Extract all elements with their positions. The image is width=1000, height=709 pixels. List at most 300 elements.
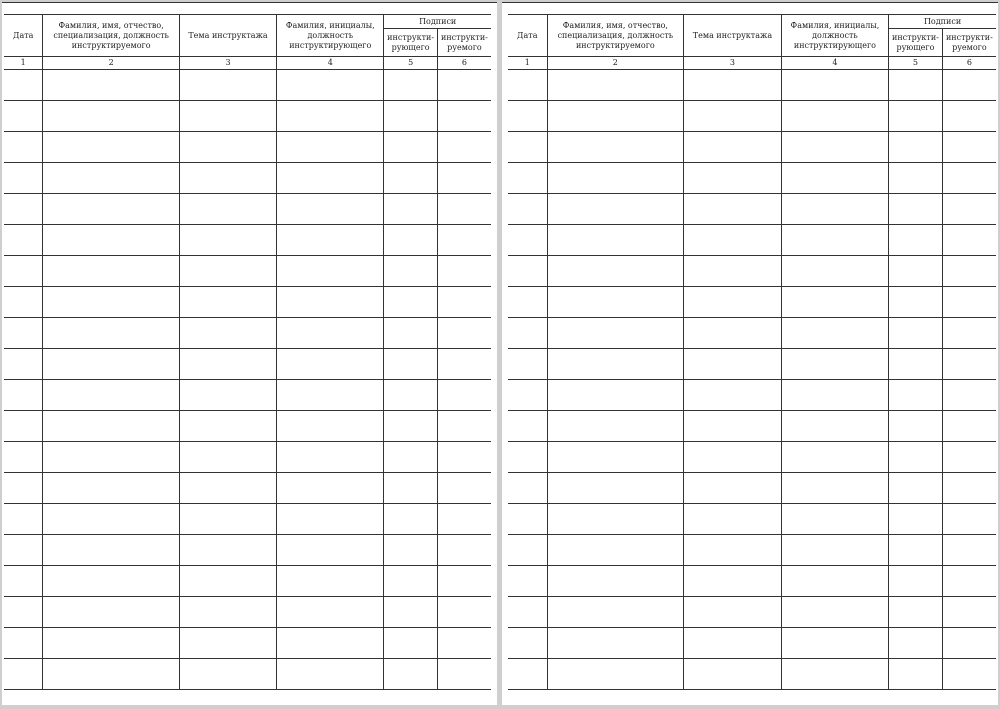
table-row xyxy=(508,628,996,659)
table-row xyxy=(4,318,491,349)
table-cell[interactable] xyxy=(277,411,384,442)
table-cell[interactable] xyxy=(277,101,384,132)
table-cell[interactable] xyxy=(43,566,179,597)
table-cell[interactable] xyxy=(43,628,179,659)
table-cell[interactable] xyxy=(684,70,782,101)
table-cell[interactable] xyxy=(4,473,43,504)
table-cell[interactable] xyxy=(4,411,43,442)
table-cell[interactable] xyxy=(277,287,384,318)
table-cell[interactable] xyxy=(384,535,438,566)
table-cell[interactable] xyxy=(781,535,888,566)
column-number: 4 xyxy=(277,57,384,70)
table-row xyxy=(4,597,491,628)
table-row xyxy=(508,349,996,380)
table-cell[interactable] xyxy=(889,659,943,690)
table-cell[interactable] xyxy=(684,132,782,163)
table-cell[interactable] xyxy=(277,535,384,566)
table-cell[interactable] xyxy=(889,101,943,132)
table-cell[interactable] xyxy=(889,70,943,101)
table-cell[interactable] xyxy=(384,628,438,659)
table-row xyxy=(508,256,996,287)
table-cell[interactable] xyxy=(508,473,547,504)
table-cell[interactable] xyxy=(547,473,684,504)
table-row xyxy=(508,132,996,163)
table-cell[interactable] xyxy=(942,101,996,132)
column-number: 3 xyxy=(684,57,782,70)
table-cell[interactable] xyxy=(384,256,438,287)
header-signature-instructor: инструкти-рующего xyxy=(889,29,943,57)
table-cell[interactable] xyxy=(277,70,384,101)
table-cell[interactable] xyxy=(4,597,43,628)
table-cell[interactable] xyxy=(179,287,276,318)
table-cell[interactable] xyxy=(781,287,888,318)
column-number: 5 xyxy=(889,57,943,70)
table-cell[interactable] xyxy=(684,101,782,132)
table-cell[interactable] xyxy=(277,256,384,287)
table-cell[interactable] xyxy=(942,473,996,504)
table-cell[interactable] xyxy=(4,380,43,411)
table-cell[interactable] xyxy=(942,225,996,256)
table-cell[interactable] xyxy=(889,287,943,318)
table-cell[interactable] xyxy=(684,473,782,504)
table-cell[interactable] xyxy=(547,132,684,163)
table-cell[interactable] xyxy=(179,504,276,535)
table-cell[interactable] xyxy=(684,163,782,194)
table-cell[interactable] xyxy=(781,163,888,194)
table-cell[interactable] xyxy=(781,380,888,411)
table-cell[interactable] xyxy=(4,163,43,194)
header-topic: Тема инструктажа xyxy=(179,15,276,57)
right-page xyxy=(502,2,998,705)
table-cell[interactable] xyxy=(384,194,438,225)
table-cell[interactable] xyxy=(889,380,943,411)
table-row xyxy=(508,473,996,504)
table-cell[interactable] xyxy=(277,628,384,659)
table-cell[interactable] xyxy=(437,659,491,690)
table-cell[interactable] xyxy=(4,132,43,163)
table-cell[interactable] xyxy=(43,380,179,411)
table-cell[interactable] xyxy=(684,380,782,411)
table-cell[interactable] xyxy=(781,442,888,473)
table-cell[interactable] xyxy=(684,287,782,318)
table-cell[interactable] xyxy=(43,318,179,349)
table-row xyxy=(4,411,491,442)
table-cell[interactable] xyxy=(43,411,179,442)
table-cell[interactable] xyxy=(43,225,179,256)
table-row xyxy=(4,380,491,411)
table-cell[interactable] xyxy=(437,287,491,318)
table-cell[interactable] xyxy=(508,318,547,349)
table-cell[interactable] xyxy=(4,349,43,380)
table-cell[interactable] xyxy=(942,318,996,349)
table-cell[interactable] xyxy=(43,442,179,473)
table-cell[interactable] xyxy=(384,473,438,504)
table-cell[interactable] xyxy=(437,442,491,473)
table-cell[interactable] xyxy=(384,287,438,318)
table-cell[interactable] xyxy=(684,256,782,287)
table-row xyxy=(508,70,996,101)
table-cell[interactable] xyxy=(547,225,684,256)
table-cell[interactable] xyxy=(508,504,547,535)
table-cell[interactable] xyxy=(942,349,996,380)
table-cell[interactable] xyxy=(277,597,384,628)
table-cell[interactable] xyxy=(547,628,684,659)
table-cell[interactable] xyxy=(43,194,179,225)
table-cell[interactable] xyxy=(277,380,384,411)
table-cell[interactable] xyxy=(179,597,276,628)
table-cell[interactable] xyxy=(437,504,491,535)
table-cell[interactable] xyxy=(508,225,547,256)
table-cell[interactable] xyxy=(437,411,491,442)
table-row xyxy=(4,194,491,225)
table-cell[interactable] xyxy=(508,442,547,473)
table-cell[interactable] xyxy=(547,597,684,628)
table-row xyxy=(508,659,996,690)
header-topic: Тема инструктажа xyxy=(684,15,782,57)
table-cell[interactable] xyxy=(547,442,684,473)
table-cell[interactable] xyxy=(43,597,179,628)
table-cell[interactable] xyxy=(179,566,276,597)
table-cell[interactable] xyxy=(508,101,547,132)
table-cell[interactable] xyxy=(4,504,43,535)
table-cell[interactable] xyxy=(508,163,547,194)
table-cell[interactable] xyxy=(889,566,943,597)
table-cell[interactable] xyxy=(179,473,276,504)
table-cell[interactable] xyxy=(942,566,996,597)
table-cell[interactable] xyxy=(277,349,384,380)
table-cell[interactable] xyxy=(684,318,782,349)
table-cell[interactable] xyxy=(384,380,438,411)
table-cell[interactable] xyxy=(384,566,438,597)
table-cell[interactable] xyxy=(781,504,888,535)
table-cell[interactable] xyxy=(889,318,943,349)
table-cell[interactable] xyxy=(43,504,179,535)
table-cell[interactable] xyxy=(889,225,943,256)
table-row xyxy=(508,566,996,597)
table-cell[interactable] xyxy=(179,349,276,380)
table-cell[interactable] xyxy=(508,628,547,659)
header-trainee: Фамилия, имя, отчество, специализация, должность инструктируемого xyxy=(43,15,179,57)
table-cell[interactable] xyxy=(4,628,43,659)
table-cell[interactable] xyxy=(889,349,943,380)
table-cell[interactable] xyxy=(4,566,43,597)
table-cell[interactable] xyxy=(4,442,43,473)
table-cell[interactable] xyxy=(4,225,43,256)
table-cell[interactable] xyxy=(179,380,276,411)
table-cell[interactable] xyxy=(781,194,888,225)
table-cell[interactable] xyxy=(277,163,384,194)
table-cell[interactable] xyxy=(547,101,684,132)
table-cell[interactable] xyxy=(889,442,943,473)
table-cell[interactable] xyxy=(4,256,43,287)
table-cell[interactable] xyxy=(384,411,438,442)
table-cell[interactable] xyxy=(437,101,491,132)
table-row xyxy=(4,70,491,101)
table-row xyxy=(508,411,996,442)
table-row xyxy=(4,566,491,597)
table-cell[interactable] xyxy=(508,411,547,442)
table-cell[interactable] xyxy=(889,628,943,659)
table-cell[interactable] xyxy=(384,225,438,256)
table-cell[interactable] xyxy=(942,380,996,411)
table-cell[interactable] xyxy=(43,132,179,163)
table-cell[interactable] xyxy=(942,163,996,194)
table-cell[interactable] xyxy=(437,70,491,101)
table-cell[interactable] xyxy=(942,535,996,566)
table-cell[interactable] xyxy=(781,256,888,287)
table-cell[interactable] xyxy=(684,659,782,690)
table-cell[interactable] xyxy=(684,535,782,566)
table-cell[interactable] xyxy=(547,256,684,287)
header-instructor: Фамилия, инициалы, должность инструктирующего xyxy=(781,15,888,57)
table-cell[interactable] xyxy=(384,70,438,101)
table-cell[interactable] xyxy=(277,194,384,225)
table-cell[interactable] xyxy=(781,411,888,442)
table-cell[interactable] xyxy=(4,287,43,318)
table-cell[interactable] xyxy=(179,535,276,566)
table-cell[interactable] xyxy=(889,132,943,163)
table-cell[interactable] xyxy=(4,318,43,349)
table-cell[interactable] xyxy=(179,132,276,163)
table-cell[interactable] xyxy=(547,411,684,442)
table-cell[interactable] xyxy=(547,287,684,318)
table-cell[interactable] xyxy=(781,597,888,628)
table-row xyxy=(508,597,996,628)
table-cell[interactable] xyxy=(437,535,491,566)
table-row xyxy=(4,101,491,132)
column-number: 2 xyxy=(547,57,684,70)
table-cell[interactable] xyxy=(508,566,547,597)
table-cell[interactable] xyxy=(43,101,179,132)
column-number: 4 xyxy=(781,57,888,70)
table-row xyxy=(4,504,491,535)
table-cell[interactable] xyxy=(179,411,276,442)
table-cell[interactable] xyxy=(684,411,782,442)
table-cell[interactable] xyxy=(889,163,943,194)
table-cell[interactable] xyxy=(179,659,276,690)
table-cell[interactable] xyxy=(277,318,384,349)
table-cell[interactable] xyxy=(889,256,943,287)
table-cell[interactable] xyxy=(547,566,684,597)
table-cell[interactable] xyxy=(384,349,438,380)
table-row xyxy=(508,318,996,349)
table-cell[interactable] xyxy=(384,597,438,628)
table-cell[interactable] xyxy=(942,132,996,163)
table-cell[interactable] xyxy=(437,566,491,597)
table-cell[interactable] xyxy=(384,318,438,349)
table-cell[interactable] xyxy=(684,225,782,256)
table-cell[interactable] xyxy=(277,566,384,597)
table-row xyxy=(508,101,996,132)
column-number: 2 xyxy=(43,57,179,70)
table-cell[interactable] xyxy=(547,349,684,380)
table-cell[interactable] xyxy=(942,504,996,535)
table-cell[interactable] xyxy=(277,504,384,535)
table-cell[interactable] xyxy=(437,318,491,349)
table-cell[interactable] xyxy=(179,163,276,194)
table-cell[interactable] xyxy=(781,349,888,380)
table-cell[interactable] xyxy=(684,504,782,535)
table-cell[interactable] xyxy=(508,659,547,690)
table-cell[interactable] xyxy=(277,659,384,690)
table-cell[interactable] xyxy=(684,597,782,628)
briefing-journal-table xyxy=(4,14,491,690)
table-row xyxy=(4,163,491,194)
table-cell[interactable] xyxy=(437,597,491,628)
header-signatures: Подписи xyxy=(384,15,491,29)
table-cell[interactable] xyxy=(179,318,276,349)
table-cell[interactable] xyxy=(547,318,684,349)
table-row xyxy=(508,504,996,535)
table-cell[interactable] xyxy=(781,659,888,690)
header-signature-trainee: инструкти-руемого xyxy=(942,29,996,57)
table-cell[interactable] xyxy=(508,132,547,163)
table-cell[interactable] xyxy=(179,256,276,287)
table-cell[interactable] xyxy=(384,163,438,194)
top-rule xyxy=(2,2,497,3)
table-row xyxy=(4,225,491,256)
table-cell[interactable] xyxy=(384,442,438,473)
table-cell[interactable] xyxy=(43,473,179,504)
table-cell[interactable] xyxy=(43,70,179,101)
table-row xyxy=(508,535,996,566)
table-cell[interactable] xyxy=(684,442,782,473)
table-cell[interactable] xyxy=(781,318,888,349)
table-cell[interactable] xyxy=(384,101,438,132)
table-cell[interactable] xyxy=(437,132,491,163)
table-cell[interactable] xyxy=(384,504,438,535)
table-cell[interactable] xyxy=(781,628,888,659)
table-cell[interactable] xyxy=(942,70,996,101)
table-cell[interactable] xyxy=(437,194,491,225)
table-cell[interactable] xyxy=(889,597,943,628)
table-cell[interactable] xyxy=(43,659,179,690)
table-cell[interactable] xyxy=(781,101,888,132)
table-cell[interactable] xyxy=(437,163,491,194)
table-cell[interactable] xyxy=(508,194,547,225)
column-number: 5 xyxy=(384,57,438,70)
table-cell[interactable] xyxy=(179,628,276,659)
table-cell[interactable] xyxy=(508,380,547,411)
table-cell[interactable] xyxy=(547,380,684,411)
table-row xyxy=(508,194,996,225)
table-cell[interactable] xyxy=(547,163,684,194)
table-row xyxy=(4,349,491,380)
table-cell[interactable] xyxy=(179,194,276,225)
table-cell[interactable] xyxy=(437,380,491,411)
header-signature-trainee: инструкти-руемого xyxy=(437,29,491,57)
table-cell[interactable] xyxy=(889,535,943,566)
table-cell[interactable] xyxy=(508,287,547,318)
table-cell[interactable] xyxy=(547,504,684,535)
table-cell[interactable] xyxy=(942,287,996,318)
table-cell[interactable] xyxy=(684,194,782,225)
table-cell[interactable] xyxy=(508,535,547,566)
header-instructor: Фамилия, инициалы, должность инструктирующего xyxy=(277,15,384,57)
table-cell[interactable] xyxy=(942,194,996,225)
table-row xyxy=(508,442,996,473)
table-cell[interactable] xyxy=(942,256,996,287)
table-cell[interactable] xyxy=(43,256,179,287)
table-cell[interactable] xyxy=(277,225,384,256)
table-cell[interactable] xyxy=(889,504,943,535)
table-cell[interactable] xyxy=(4,535,43,566)
table-cell[interactable] xyxy=(942,628,996,659)
table-cell[interactable] xyxy=(384,659,438,690)
table-cell[interactable] xyxy=(942,411,996,442)
table-row xyxy=(4,132,491,163)
table-cell[interactable] xyxy=(508,597,547,628)
column-number: 6 xyxy=(942,57,996,70)
column-number: 3 xyxy=(179,57,276,70)
table-cell[interactable] xyxy=(547,659,684,690)
table-cell[interactable] xyxy=(781,566,888,597)
table-cell[interactable] xyxy=(4,194,43,225)
table-cell[interactable] xyxy=(889,411,943,442)
table-cell[interactable] xyxy=(508,256,547,287)
table-cell[interactable] xyxy=(889,194,943,225)
table-cell[interactable] xyxy=(179,442,276,473)
table-cell[interactable] xyxy=(437,628,491,659)
table-cell[interactable] xyxy=(547,194,684,225)
table-cell[interactable] xyxy=(437,473,491,504)
table-cell[interactable] xyxy=(684,566,782,597)
table-cell[interactable] xyxy=(4,101,43,132)
table-row xyxy=(508,380,996,411)
table-cell[interactable] xyxy=(508,70,547,101)
header-signatures: Подписи xyxy=(889,15,996,29)
table-cell[interactable] xyxy=(684,628,782,659)
table-cell[interactable] xyxy=(942,597,996,628)
table-cell[interactable] xyxy=(4,70,43,101)
table-row xyxy=(4,535,491,566)
table-cell[interactable] xyxy=(889,473,943,504)
table-cell[interactable] xyxy=(277,473,384,504)
table-cell[interactable] xyxy=(437,225,491,256)
table-cell[interactable] xyxy=(547,535,684,566)
table-cell[interactable] xyxy=(43,163,179,194)
table-cell[interactable] xyxy=(43,287,179,318)
column-number: 6 xyxy=(437,57,491,70)
column-number: 1 xyxy=(4,57,43,70)
header-date: Дата xyxy=(4,15,43,57)
table-cell[interactable] xyxy=(43,349,179,380)
table-cell[interactable] xyxy=(942,659,996,690)
table-cell[interactable] xyxy=(4,659,43,690)
table-row xyxy=(508,225,996,256)
table-cell[interactable] xyxy=(437,349,491,380)
top-rule xyxy=(502,2,998,3)
table-cell[interactable] xyxy=(43,535,179,566)
table-cell[interactable] xyxy=(179,101,276,132)
table-cell[interactable] xyxy=(179,225,276,256)
table-cell[interactable] xyxy=(684,349,782,380)
table-cell[interactable] xyxy=(781,473,888,504)
table-cell[interactable] xyxy=(781,225,888,256)
table-cell[interactable] xyxy=(508,349,547,380)
header-trainee: Фамилия, имя, отчество, специализация, должность инструктируемого xyxy=(547,15,684,57)
table-cell[interactable] xyxy=(384,132,438,163)
table-cell[interactable] xyxy=(277,132,384,163)
table-cell[interactable] xyxy=(942,442,996,473)
table-cell[interactable] xyxy=(781,70,888,101)
column-number: 1 xyxy=(508,57,547,70)
table-cell[interactable] xyxy=(277,442,384,473)
table-cell[interactable] xyxy=(437,256,491,287)
table-cell[interactable] xyxy=(781,132,888,163)
table-cell[interactable] xyxy=(547,70,684,101)
table-cell[interactable] xyxy=(179,70,276,101)
